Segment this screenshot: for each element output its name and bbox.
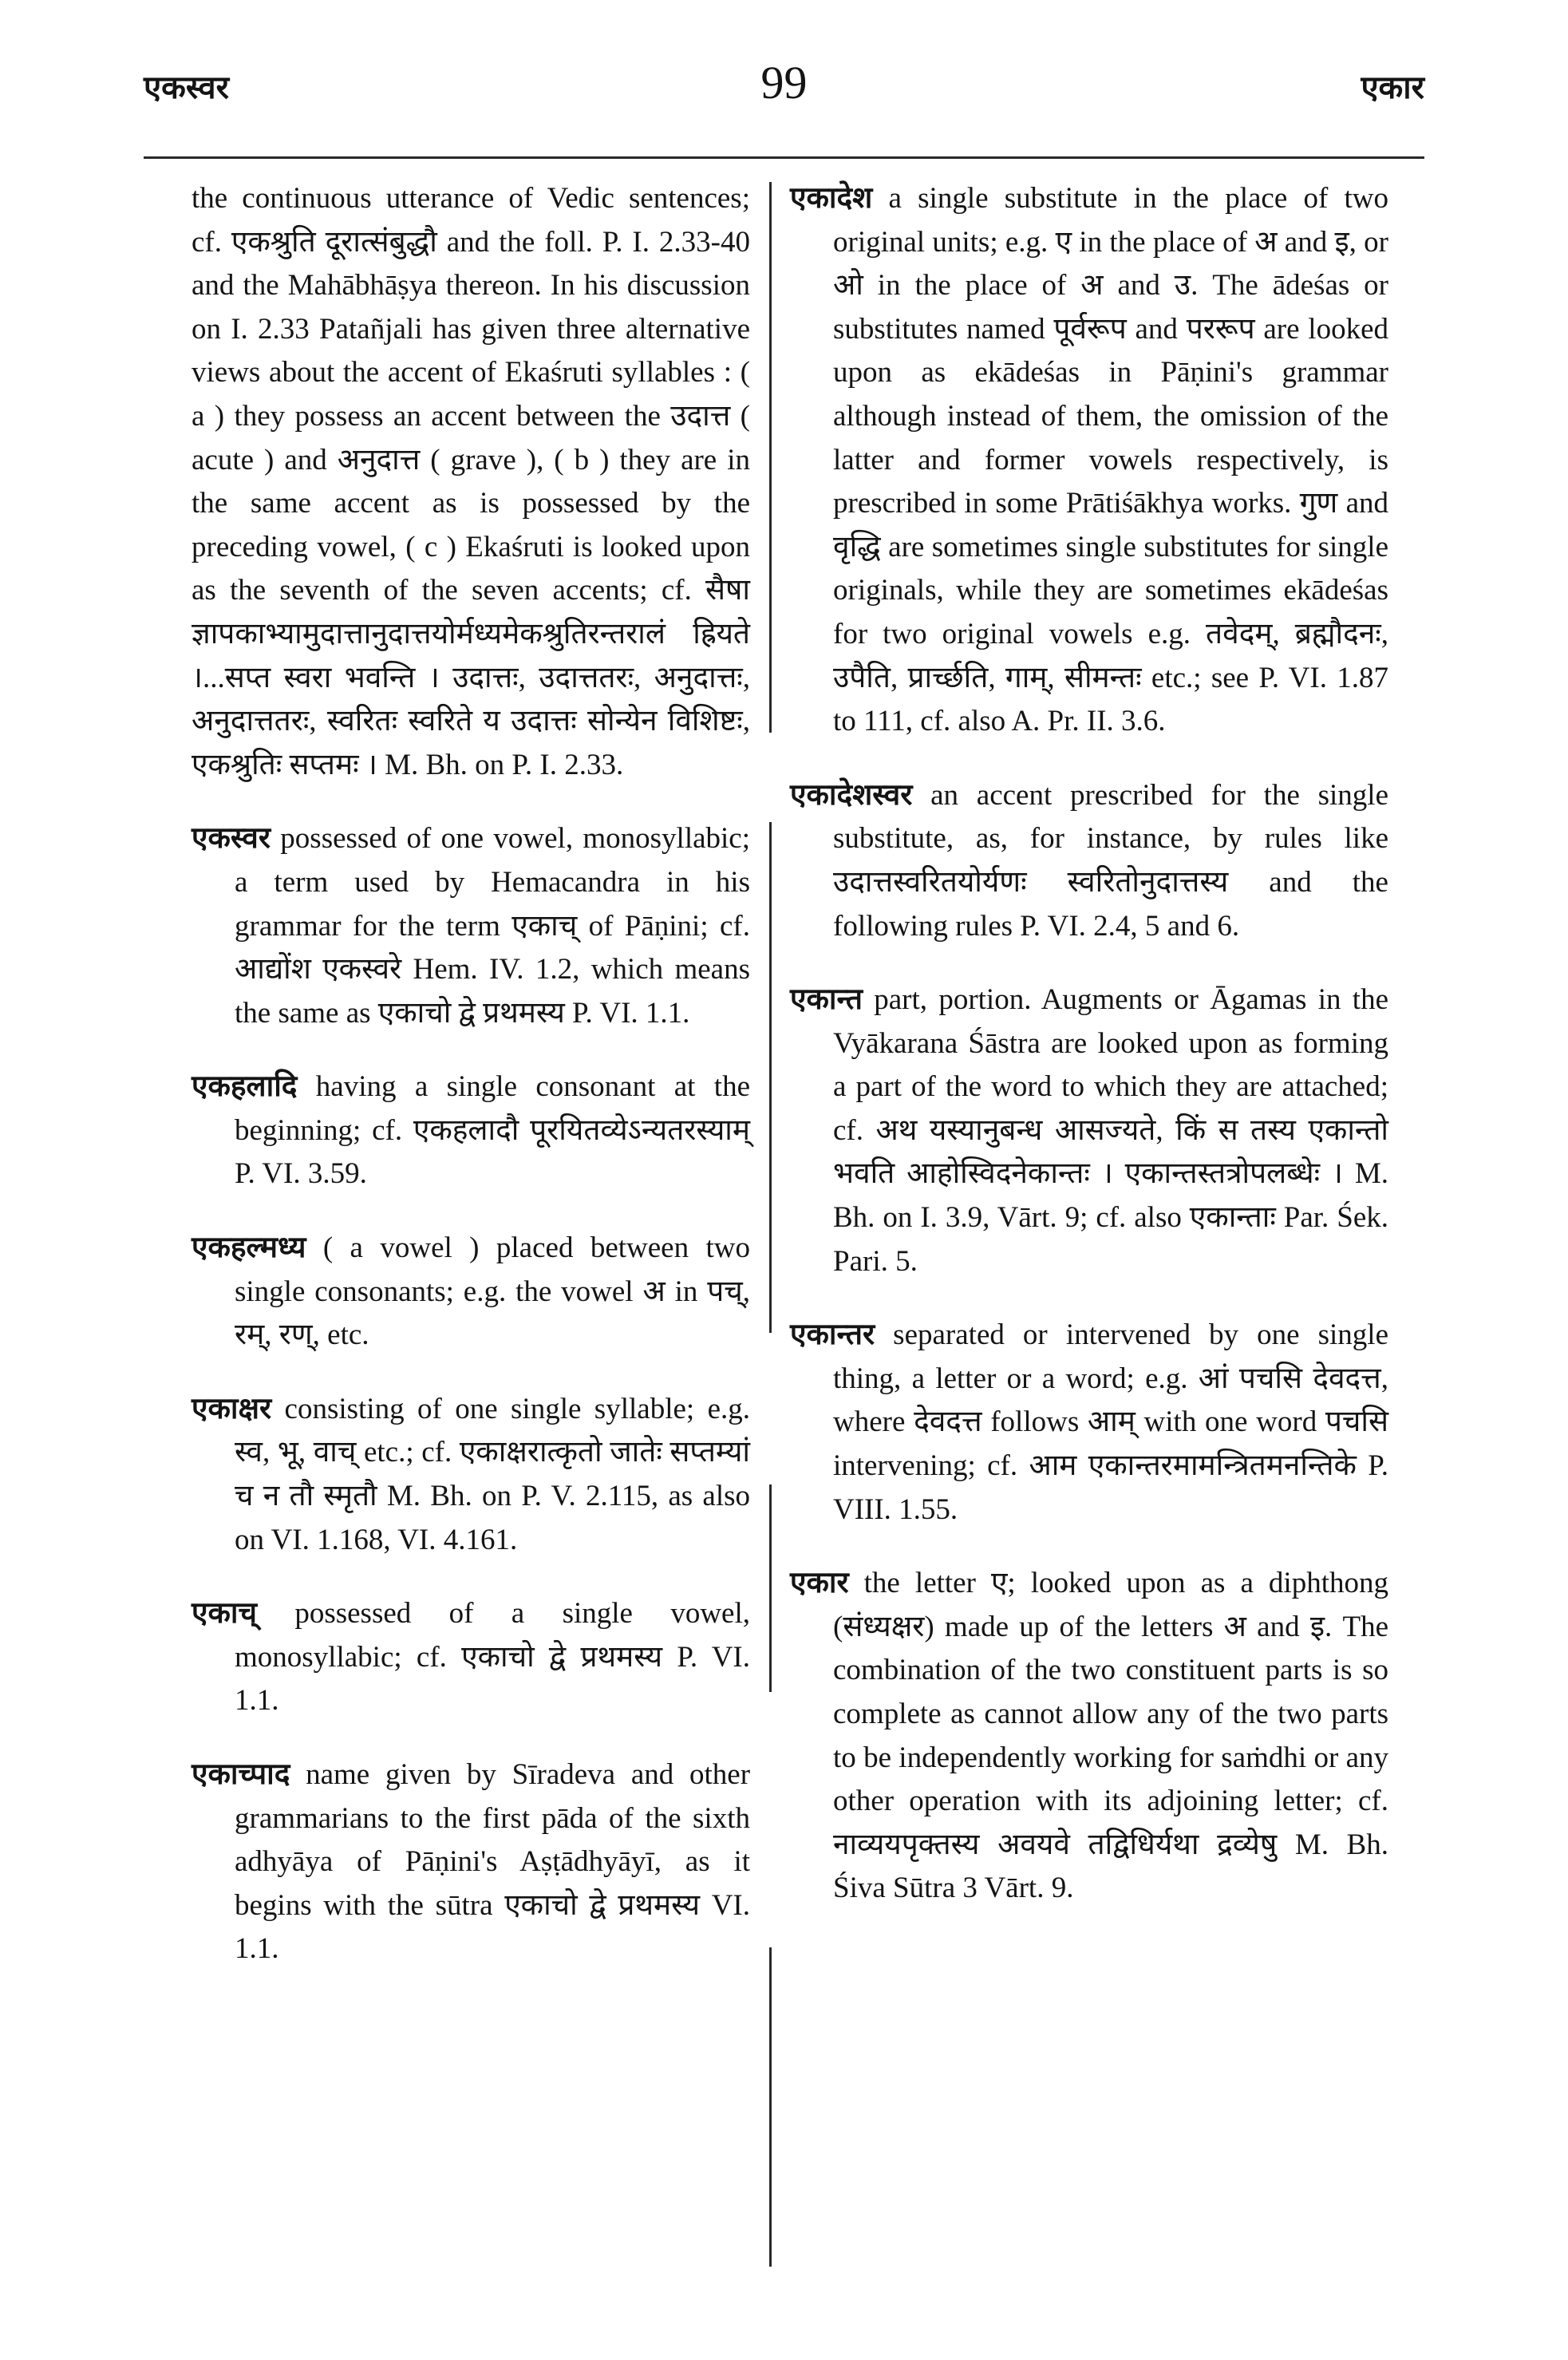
entry-headword: एकाच्पाद: [192, 1758, 290, 1791]
header-left-word: एकस्वर: [144, 69, 229, 105]
entry-headword: एकादेशस्वर: [790, 778, 913, 812]
entry-definition: a single substitute in the place of two original units; e.g. ए in the place of अ and इ, or ओ in the place of अ and उ. The ādeśas or substitutes named पूर्वरूप and पररूप are looked upon as ekādeśas in Pāṇini's grammar although instead of them, the omission of the latter and former vowels respectively, is prescribed in some Prātiśākhya works. गुण and वृद्धि are sometimes single substitutes for single originals, while they are sometimes ekādeśas for two original vowels e.g. तवेदम्, ब्रह्मौदनः, उपैति, प्रार्च्छति, गाम्, सीमन्तः etc.; see P. VI. 1.87 to 111, cf. also A. Pr. II. 3.6.: [833, 182, 1388, 738]
dictionary-entry: [790, 978, 1388, 1283]
right-column: [790, 177, 1388, 1941]
dictionary-entry: [192, 1592, 750, 1723]
column-divider: [769, 1947, 772, 2267]
dictionary-entry: [192, 1388, 750, 1562]
page-header: [144, 56, 1424, 128]
header-rule: [144, 156, 1424, 159]
dictionary-entry: [790, 177, 1388, 744]
column-divider: [769, 822, 772, 1333]
entry-definition: having a single consonant at the beginning; cf. एकहलादौ पूरयितव्येऽन्यतरस्याम् P. VI. 3.59.: [235, 1070, 751, 1191]
entry-headword: एकहलादि: [192, 1070, 298, 1104]
column-divider: [769, 1484, 772, 1692]
entry-definition: name given by Sīradeva and other grammarians to the first pāda of the sixth adhyāya of Pāṇini's Aṣṭādhyāyī, as it begins with the sūtra एकाचो द्वे प्रथमस्य VI. 1.1.: [235, 1758, 751, 1966]
entry-continuation: [192, 177, 750, 787]
dictionary-entry: [790, 774, 1388, 948]
entry-definition: separated or intervened by one single thing, a letter or a word; e.g. आं पचसि देवदत्त, where देवदत्त follows आम् with one word पचसि intervening; cf. आम एकान्तरमामन्त्रितमनन्तिके P. VIII. 1.55.: [833, 1318, 1388, 1526]
entry-definition: an accent prescribed for the single substitute, as, for instance, by rules like उदात्तस्वरितयोर्यणः स्वरितोनुदात्तस्य and the following rules P. VI. 2.4, 5 and 6.: [833, 778, 1388, 943]
entry-headword: एकार: [790, 1567, 849, 1600]
entry-headword: एकाच्: [192, 1597, 257, 1631]
dictionary-entry: [790, 1314, 1388, 1532]
header-right-word: एकार: [1361, 69, 1424, 105]
page-number: 99: [760, 57, 808, 109]
entry-definition: ( a vowel ) placed between two single consonants; e.g. the vowel अ in पच्, रम्, रण्, etc.: [235, 1231, 750, 1352]
left-column: [192, 177, 750, 2002]
entry-headword: एकाक्षर: [192, 1392, 272, 1425]
dictionary-entry: [192, 1065, 750, 1196]
entry-headword: एकान्तर: [790, 1318, 875, 1352]
entry-headword: एकस्वर: [192, 822, 271, 856]
entry-headword: एकान्त: [790, 983, 863, 1017]
entry-headword: एकादेश: [790, 182, 873, 215]
column-divider: [769, 182, 772, 733]
dictionary-entry: [192, 817, 750, 1035]
dictionary-entry: [192, 1227, 750, 1358]
dictionary-entry: [790, 1562, 1388, 1911]
entry-definition: possessed of a single vowel, monosyllabic; cf. एकाचो द्वे प्रथमस्य P. VI. 1.1.: [235, 1597, 750, 1718]
entry-definition: consisting of one single syllable; e.g. स्व, भू, वाच् etc.; cf. एकाक्षरात्कृतो जातेः सप्तम्यां च न तौ स्मृतौ M. Bh. on P. V. 2.115, as also on VI. 1.168, VI. 4.161.: [235, 1392, 750, 1556]
entry-headword: एकहल्मध्य: [192, 1231, 306, 1265]
entry-definition: the continuous utterance of Vedic sentences; cf. एकश्रुति दूरात्संबुद्धौ and the foll. P. I. 2.33-40 and the Mahābhāṣya thereon. In his discussion on I. 2.33 Patañjali has given three alternative views about the accent of Ekaśruti syllables : ( a ) they possess an accent between the उदात्त ( acute ) and अनुदात्त ( grave ), ( b ) they are in the same accent as is possessed by the preceding vowel, ( c ) Ekaśruti is looked upon as the seventh of the seven accents; cf. सैषा ज्ञापकाभ्यामुदात्तानुदात्तयोर्मध्यमेकश्रुतिरन्तरालं ह्रियते ।...सप्त स्वरा भवन्ति । उदात्तः, उदात्ततरः, अनुदात्तः, अनुदात्ततरः, स्वरितः स्वरिते य उदात्तः सोन्येन विशिष्टः, एकश्रुतिः सप्तमः । M. Bh. on P. I. 2.33.: [192, 182, 750, 781]
entry-definition: possessed of one vowel, monosyllabic; a term used by Hemacandra in his grammar for the term एकाच् of Pāṇini; cf. आद्योंश एकस्वरे Hem. IV. 1.2, which means the same as एकाचो द्वे प्रथमस्य P. VI. 1.1.: [235, 822, 751, 1030]
entry-definition: part, portion. Augments or Āgamas in the Vyākarana Śāstra are looked upon as forming a part of the word to which they are attached; cf. अथ यस्यानुबन्ध आसज्यते, किं स तस्य एकान्तो भवति आहोस्विदनेकान्तः । एकान्तस्तत्रोपलब्धेः । M. Bh. on I. 3.9, Vārt. 9; cf. also एकान्ताः Par. Śek. Pari. 5.: [833, 983, 1389, 1278]
dictionary-entry: [192, 1753, 750, 1971]
entry-definition: the letter ए; looked upon as a diphthong (संध्यक्षर) made up of the letters अ and इ. The combination of the two constituent parts is so complete as cannot allow any of the two parts to be independently working for saṁdhi or any other operation with its adjoining letter; cf. नाव्ययपृक्तस्य अवयवे तद्विधिर्यथा द्रव्येषु M. Bh. Śiva Sūtra 3 Vārt. 9.: [833, 1567, 1388, 1905]
